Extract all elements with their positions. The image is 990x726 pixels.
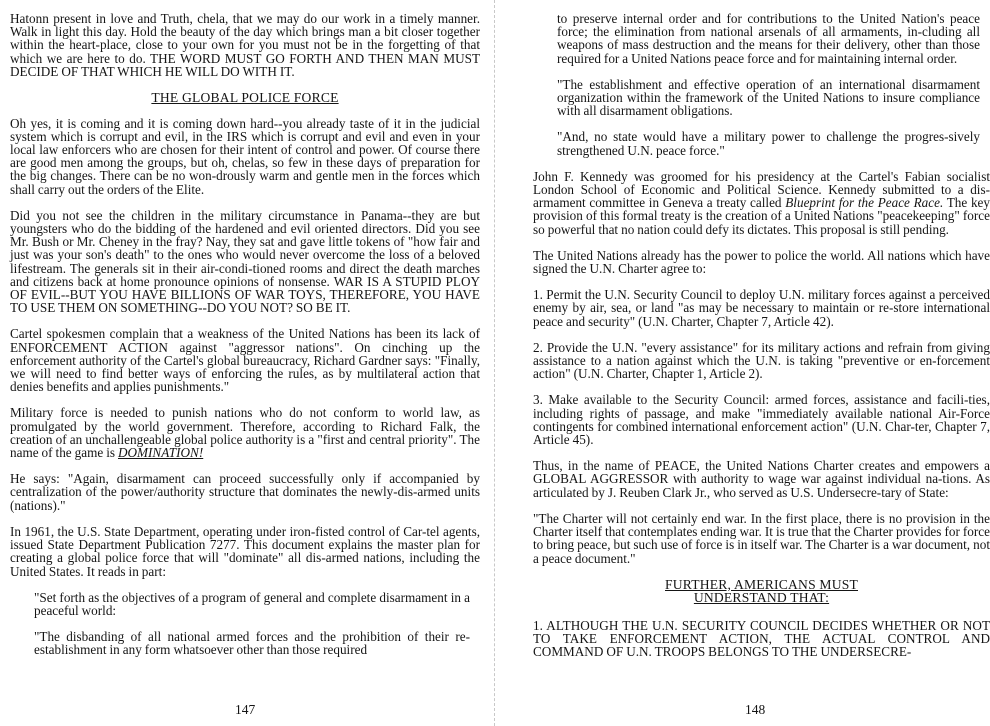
- emphasis-domination: DOMINATION!: [118, 445, 204, 461]
- section-heading-global-police-force: THE GLOBAL POLICE FORCE: [151, 90, 339, 106]
- page-number-right: 148: [745, 702, 766, 717]
- paragraph-kennedy-rest: The key provision of this formal treaty is the creation of a United Nations "peacekeeping" force so powerful that no nation could defy its dictates. This proposal is still pending.: [533, 195, 990, 237]
- left-page: [0, 0, 480, 726]
- heading-line-1: FURTHER, AMERICANS MUST: [665, 576, 858, 592]
- left-page-content: [10, 12, 480, 657]
- paragraph-kennedy: [533, 170, 990, 236]
- quote-disarmament-organization: "The establishment and effective operation of an international disarmament organization within the framework of the United Nations to insure compliance with all disarmament obligations.: [557, 76, 980, 119]
- paragraph-cartel-spokesmen: Cartel spokesmen complain that a weakness of the United Nations has been its lack of ENFORCEMENT ACTION against "aggressor nations". On cinching up the enforcement authority of the Cartel's global bureaucracy, Richard Gardner says: "Finally, we will need to find better ways of enforcing the rules, as by multilateral action that denies benefits and applies punishments.": [10, 326, 480, 395]
- paragraph-military-force: [10, 406, 480, 459]
- emphasis-blueprint-title: Blueprint for the Peace Race.: [785, 195, 944, 211]
- page-gutter-divider: [494, 0, 495, 726]
- paragraph-opening: Hatonn present in love and Truth, chela, that we may do our work in a timely manner. Walk in light this day. Hold the beauty of the day which brings man a bit closer together within the heart-place, close to your own for you must not be in the forgetting of that which we are here to do. THE WORD MUST GO FORTH AND THEN MAN MUST DECIDE OF THAT WHICH HE WILL DO WITH IT.: [10, 11, 480, 79]
- quote-charter-war: "The Charter will not certainly end war. In the first place, there is no provision in the Charter itself that contemplates ending war. It is true that the Charter provides for force to bring peace, but such use of force is in itself war. The Charter is a war document, not a peace document.": [533, 510, 990, 566]
- list-item-1-permit: 1. Permit the U.N. Security Council to deploy U.N. military forces against a perceived enemy by air, sea, or land "as may be necessary to maintain or re-store international peace and security" (U.N. Charter, Chapter 7, Article 42).: [533, 287, 990, 329]
- paragraph-disarmament: He says: "Again, disarmament can proceed successfully only if accompanied by centralization of the power/authority structure that dominates the newly-dis-armed units (nations).": [10, 471, 480, 513]
- paragraph-coming-down-hard: Oh yes, it is coming and it is coming down hard--you already taste of it in the judicial system which is corrupt and evil, in the IRS which is corrupt and evil and even in your local law enforcers who are chosen for their intent of control and power. Of course there are good men among the groups, but oh, chelas, so few in these days of preparation for the big changes. There can be no won-drously warm and gentle men in the forces which shall carry out the orders of the Elite.: [10, 115, 480, 197]
- paragraph-security-council: 1. ALTHOUGH THE U.N. SECURITY COUNCIL DECIDES WHETHER OR NOT TO TAKE ENFORCEMENT ACTION, THE ACTUAL CONTROL AND COMMAND OF U.N. TROOPS BELONGS TO THE UNDERSECRE-: [533, 617, 990, 660]
- paragraph-kennedy-text: John F. Kennedy was groomed for his presidency at the Cartel's Fabian socialist London School of Economic and Political Science. Kennedy submitted to a dis-armament committee in Geneva a treaty called: [533, 168, 990, 211]
- list-item-3-make-available: 3. Make available to the Security Council: armed forces, assistance and facili-ties, including rights of passage, and make "immediately available national Air-Force contingents for combined international enforcement action" (U.N. Char-ter, Chapter 7, Article 45).: [533, 392, 990, 448]
- paragraph-police-the-world: The United Nations already has the power to police the world. All nations which have signed the U.N. Charter agree to:: [533, 247, 990, 277]
- quote-disbanding: "The disbanding of all national armed forces and the prohibition of their re-establishment in any form whatsoever other than those required: [34, 629, 470, 658]
- paragraph-state-department: In 1961, the U.S. State Department, operating under iron-fisted control of Car-tel agents, issued State Department Publication 7277. This document explains the master plan for creating a global police force that will "dominate" all dis-armed nations, including the United States. It reads in part:: [10, 523, 480, 579]
- page-number-left: 147: [235, 702, 256, 717]
- list-item-2-provide: 2. Provide the U.N. "every assistance" for its military actions and refrain from giving assistance to a nation against which the U.N. is taking "preventive or en-forcement action" (U.N. Charter, Chapter 1, Article 2).: [533, 339, 990, 382]
- paragraph-panama: Did you not see the children in the military circumstance in Panama--they are but youngsters who do the bidding of the hardened and evil oriented directors. Did you see Mr. Bush or Mr. Cheney in the fray? Nay, they sat and gave little tokens of "how fair and just was your son's death" to the ones who would never overcome the loss of a beloved lifestream. The generals sit in their air-condi-tioned rooms and direct the death marches and citizens back at home pronounce opinions of nonsense. WAR IS A STUPID PLOY OF EVIL--BUT YOU HAVE BILLIONS OF WAR TOYS, THEREFORE, YOU HAVE TO USE THEM ON SOMETHING--DO YOU NOT? SO BE IT.: [10, 207, 480, 316]
- paragraph-military-force-text: Military force is needed to punish nations who do not conform to world law, as promulgated by the world government. Therefore, according to Richard Falk, the creation of an unchallengeable global police authority is a "first and central priority". The name of the game is: [10, 405, 480, 461]
- quote-no-state: "And, no state would have a military power to challenge the progres-sively strengthened U.N. peace force.": [557, 129, 980, 158]
- quote-continued-internal-order: to preserve internal order and for contributions to the United Nation's peace force; the elimination from national arsenals of all armaments, in-cluding all weapons of mass destruction and the means for their delivery, other than those required for a United Nations peace force and for maintaining internal order.: [557, 11, 980, 66]
- quote-objectives: "Set forth as the objectives of a program of general and complete disarmament in a peaceful world:: [34, 589, 470, 618]
- right-page-content: [533, 12, 990, 659]
- section-heading-americans-must: [533, 578, 990, 605]
- heading-line-2: UNDERSTAND THAT:: [693, 590, 830, 606]
- right-page: [505, 0, 990, 726]
- paragraph-name-of-peace: Thus, in the name of PEACE, the United Nations Charter creates and empowers a GLOBAL AGGRESSOR with authority to wage war against individual na-tions. As articulated by J. Reuben Clark Jr., who served as U.S. Undersecre-tary of State:: [533, 458, 990, 500]
